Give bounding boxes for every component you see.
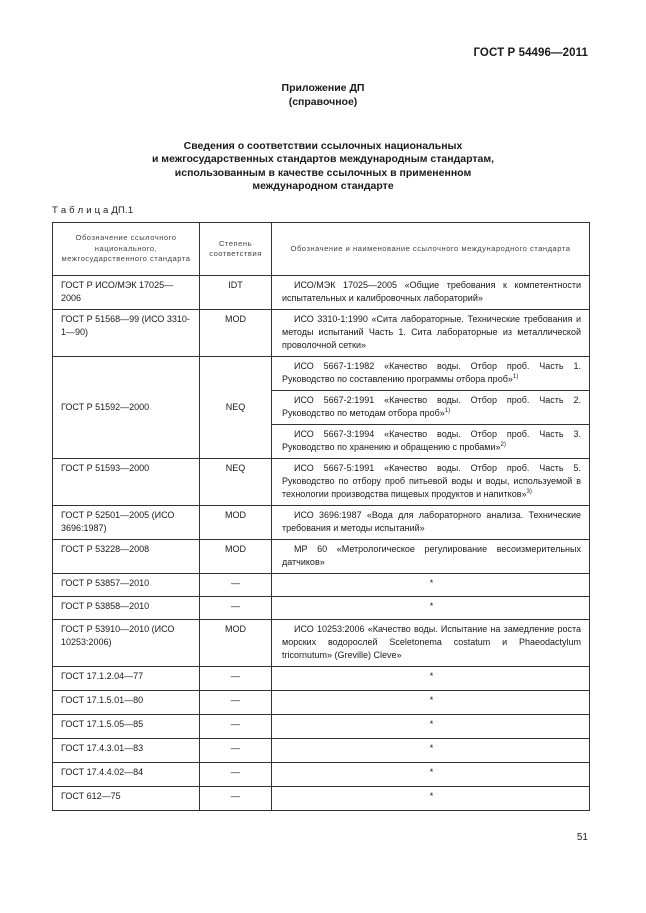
degree-cell: MOD <box>200 506 272 540</box>
degree-cell: — <box>200 691 272 715</box>
header-national-standard: Обозначение ссылочного национального, межгосударственного стандарта <box>53 223 200 276</box>
international-standard-cell <box>272 276 590 310</box>
national-standard-cell: ГОСТ 17.1.5.01—80 <box>53 691 200 715</box>
intl-text: ИСО 10253:2006 «Качество воды. Испытание на замедление роста морских водорослей Sceletonema costatum и Phaeodactylum tricornutum» (Greville) Cleve» <box>282 624 581 660</box>
international-standard-cell <box>272 540 590 574</box>
international-standard-cell <box>272 357 590 391</box>
correspondence-table <box>52 222 590 811</box>
degree-cell: — <box>200 763 272 787</box>
footnote-ref: 2) <box>500 442 506 448</box>
national-standard-cell: ГОСТ 17.4.4.02—84 <box>53 763 200 787</box>
international-standard-cell <box>272 620 590 667</box>
document-standard-number: ГОСТ Р 54496—2011 <box>473 47 588 59</box>
table-row <box>53 459 590 506</box>
international-standard-cell <box>272 425 590 459</box>
header-degree: Степень соответствия <box>200 223 272 276</box>
intl-text: МР 60 «Метрологическое регулирование весоизмерительных датчиков» <box>282 544 581 567</box>
footnote-ref: 3) <box>526 489 532 495</box>
national-standard-cell: ГОСТ Р 53857—2010 <box>53 574 200 597</box>
table-header-row <box>53 223 590 276</box>
national-standard-cell: ГОСТ 17.4.3.01—83 <box>53 739 200 763</box>
appendix-subtitle: (справочное) <box>288 96 358 108</box>
table-row <box>53 763 590 787</box>
international-standard-cell: * <box>272 597 590 620</box>
degree-cell: IDT <box>200 276 272 310</box>
table-row <box>53 597 590 620</box>
page-number: 51 <box>576 832 588 843</box>
international-standard-cell <box>272 391 590 425</box>
national-standard-cell: ГОСТ 17.1.5.05—85 <box>53 715 200 739</box>
international-standard-cell <box>272 310 590 357</box>
table-row <box>53 540 590 574</box>
table-row <box>53 310 590 357</box>
title-line: и межгосударственных стандартов международным стандартам, <box>151 153 495 166</box>
national-standard-cell: ГОСТ 612—75 <box>53 787 200 811</box>
intl-text: ИСО 3696:1987 «Вода для лабораторного анализа. Технические требования и методы испытаний» <box>282 510 581 533</box>
table-row <box>53 620 590 667</box>
degree-cell: — <box>200 597 272 620</box>
appendix-title: Приложение ДП <box>281 82 365 94</box>
intl-text: ИСО/МЭК 17025—2005 «Общие требования к компетентности испытательных и калибровочных лабораторий» <box>282 280 581 303</box>
international-standard-cell <box>272 459 590 506</box>
table-row <box>53 667 590 691</box>
table-caption: Т а б л и ц а ДП.1 <box>52 205 134 216</box>
header-international-standard: Обозначение и наименование ссылочного международного стандарта <box>272 223 590 276</box>
table-row <box>53 691 590 715</box>
international-standard-cell <box>272 506 590 540</box>
national-standard-cell: ГОСТ Р ИСО/МЭК 17025—2006 <box>53 276 200 310</box>
degree-cell: — <box>200 667 272 691</box>
international-standard-cell: * <box>272 787 590 811</box>
document-title <box>0 140 646 194</box>
title-line: международном стандарте <box>252 180 394 193</box>
footnote-ref: 1) <box>444 408 451 414</box>
intl-text: ИСО 5667-5:1991 «Качество воды. Отбор проб. Часть 5. Руководство по отбору проб питьевой воды и воды, используемой в технологии производства пищевых продуктов и напитков» <box>282 463 581 499</box>
table-row <box>53 574 590 597</box>
degree-cell: — <box>200 739 272 763</box>
table-row <box>53 739 590 763</box>
intl-text: ИСО 5667-1:1982 «Качество воды. Отбор проб. Часть 1. Руководство по составлению программы отбора проб» <box>282 361 581 384</box>
degree-cell: MOD <box>200 540 272 574</box>
table-row <box>53 506 590 540</box>
footnote-ref: 1) <box>512 374 519 380</box>
degree-cell: NEQ <box>200 459 272 506</box>
degree-cell: — <box>200 715 272 739</box>
degree-cell: MOD <box>200 620 272 667</box>
international-standard-cell: * <box>272 739 590 763</box>
international-standard-cell: * <box>272 691 590 715</box>
national-standard-cell: ГОСТ Р 52501—2005 (ИСО 3696:1987) <box>53 506 200 540</box>
intl-text: ИСО 5667-2:1991 «Качество воды. Отбор проб. Часть 2. Руководство по методам отбора проб» <box>282 395 581 418</box>
international-standard-cell: * <box>272 574 590 597</box>
national-standard-cell: ГОСТ Р 51593—2000 <box>53 459 200 506</box>
title-line: использованным в качестве ссылочных в примененном <box>174 166 472 179</box>
national-standard-cell: ГОСТ Р 51568—99 (ИСО 3310-1—90) <box>53 310 200 357</box>
intl-text: ИСО 3310-1:1990 «Сита лабораторные. Технические требования и методы испытаний Часть 1. Сита лабораторные из металлической проволочной сетки» <box>282 314 581 350</box>
national-standard-cell: ГОСТ Р 53910—2010 (ИСО 10253:2006) <box>53 620 200 667</box>
title-line: Сведения о соответствии ссылочных национальных <box>183 140 463 152</box>
table-row <box>53 276 590 310</box>
degree-cell: NEQ <box>200 357 272 459</box>
degree-cell: — <box>200 787 272 811</box>
appendix-heading <box>0 81 646 109</box>
degree-cell: — <box>200 574 272 597</box>
international-standard-cell: * <box>272 763 590 787</box>
degree-cell: MOD <box>200 310 272 357</box>
intl-text: ИСО 5667-3:1994 «Качество воды. Отбор проб. Часть 3. Руководство по хранению и обращению с пробами» <box>282 429 581 452</box>
international-standard-cell: * <box>272 715 590 739</box>
national-standard-cell: ГОСТ 17.1.2.04—77 <box>53 667 200 691</box>
international-standard-cell: * <box>272 667 590 691</box>
national-standard-cell: ГОСТ Р 53228—2008 <box>53 540 200 574</box>
table-row <box>53 787 590 811</box>
national-standard-cell: ГОСТ Р 53858—2010 <box>53 597 200 620</box>
table-row <box>53 357 590 391</box>
table-row <box>53 715 590 739</box>
national-standard-cell: ГОСТ Р 51592—2000 <box>53 357 200 459</box>
